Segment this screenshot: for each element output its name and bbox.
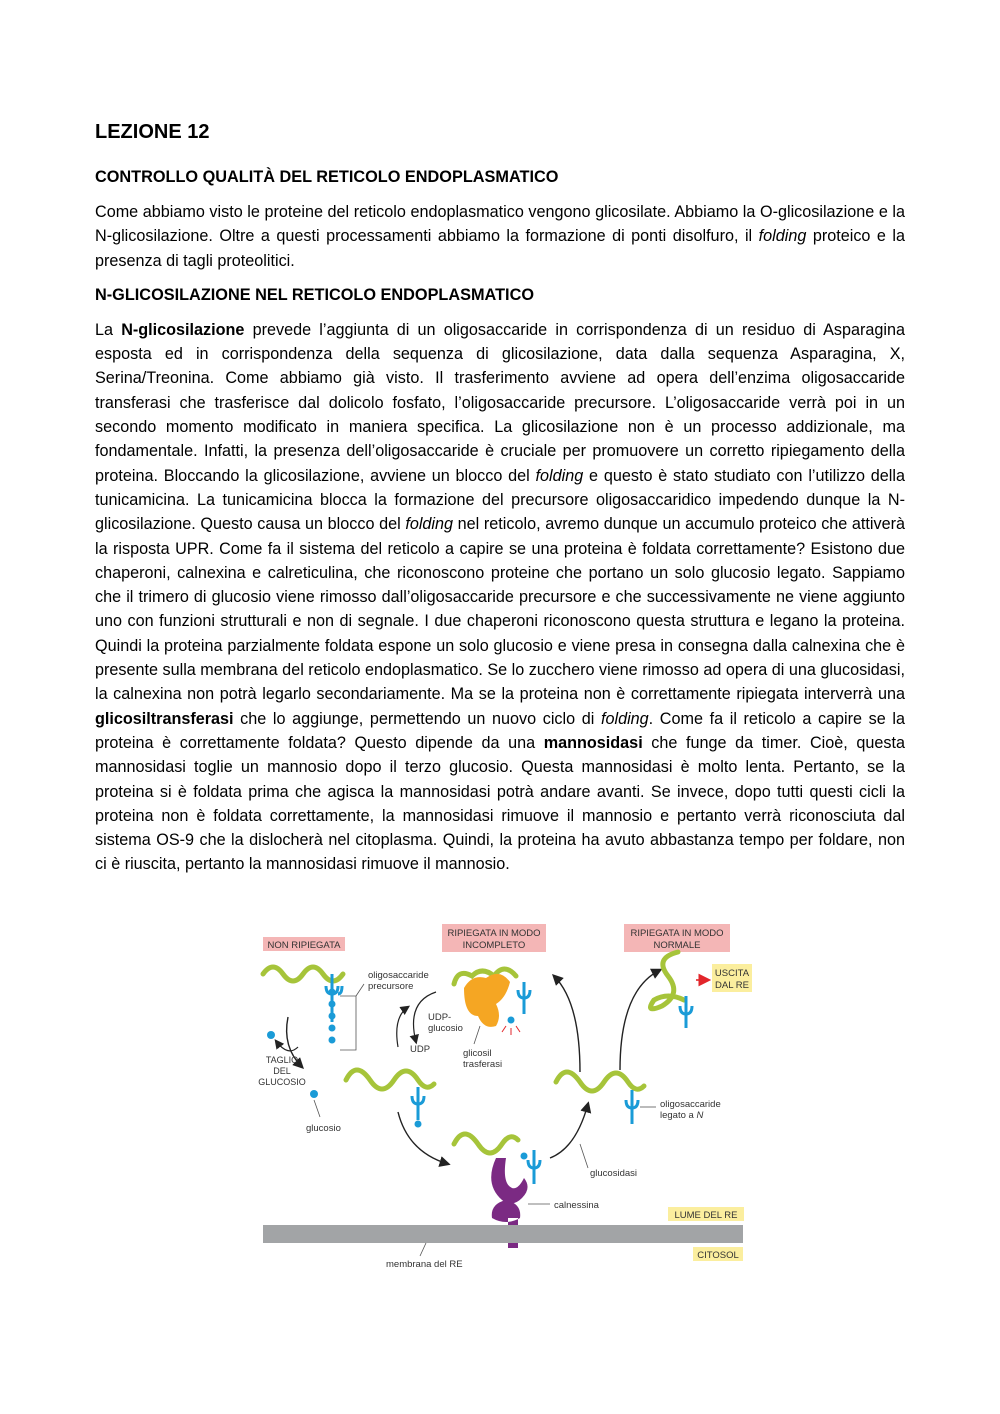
label-incompleto-line2: INCOMPLETO: [462, 940, 526, 951]
italic-term: folding: [535, 466, 584, 485]
bold-term: glicosiltransferasi: [95, 709, 234, 728]
label-glucosidasi: glucosidasi: [590, 1168, 637, 1179]
italic-term: folding: [600, 709, 649, 728]
label-normale-line1: RIPIEGATA IN MODO: [630, 928, 724, 939]
label-udp-glucosio-1: UDP-: [428, 1012, 452, 1023]
bound-glucose: [521, 1153, 528, 1160]
text-run: prevede l’aggiunta di un oligosaccaride in corrispondenza di un residuo di Asparagina esposta ed in corrispondenza della sequenza di glicosilazione, data dalla sequenza Asparagina, X, Serina/Treonina. Come abbiamo già visto. Il trasferimento avviene ad opera dell’enzima oligosaccaride transferasi che trasferisce dal dolicolo fosfato, l’oligosaccaride precursore. L’oligosaccaride verrà poi in un secondo momento modificato in maniera specifica. La glicosilazione non è un processo addizionale, ma fondamentale. Infatti, la presenza dell’oligosaccaride è cruciale per promuovere un corretto ripiegamento della proteina. Bloccando la glicosilazione, avviene un blocco del: [95, 320, 905, 485]
oligosaccharide: [528, 1150, 540, 1184]
removed-glucose: [267, 1031, 275, 1039]
label-oligo-precursor-2: precursore: [368, 981, 414, 992]
bold-term: N-glicosilazione: [121, 320, 245, 339]
normally-folded-protein: [650, 952, 684, 1009]
oligosaccharide: [412, 1087, 424, 1120]
lesson-title: LEZIONE 12: [95, 121, 210, 143]
text-run: che funge da timer. Cioè, questa mannosidasi toglie un mannosio dopo il terzo glucosio. Questa mannosidasi è molto lenta. Pertanto, se la proteina si è foldata prima che agisca la mannosidasi potrà andare avanti. Se invece, dopo tutti questi cicli la proteina non è foldata correttamente, la mannosidasi rimuove il mannosio e pertanto verrà riconosciuta dal sistema OS-9 che la dislocherà nel citoplasma. Quindi, la proteina ha avuto abbastanza tempo per foldare, non ci è riuscita, pertanto la mannosidasi rimuove il mannosio.: [95, 733, 905, 874]
arrow-to-calnexin: [398, 1112, 448, 1164]
text-run: e questo è stato studiato con l’utilizzo della tunicamicina. La tunicamicina blocca la formazione del precursore oligosaccaridico impedendo dunque la N-glicosilazione. Questo causa un blocco del: [95, 466, 905, 534]
bracket: [340, 996, 356, 1050]
label-taglio-3: GLUCOSIO: [258, 1077, 306, 1087]
label-oligo-legato-2: [660, 1110, 703, 1121]
label-oligo-legato-1: oligosaccaride: [660, 1099, 721, 1110]
label-membrana: membrana del RE: [386, 1259, 463, 1270]
label-glicosil-1: glicosil: [463, 1048, 492, 1059]
label-citosol: CITOSOL: [697, 1250, 739, 1261]
document-page: [95, 118, 905, 890]
calnexin-bound-protein: [454, 1134, 518, 1153]
single-glucose: [415, 1121, 422, 1128]
text-run: Come abbiamo visto le proteine del reticolo endoplasmatico vengono glicosilate. Abbiamo la O-glicosilazione e la N-glicosilazione. Oltre a questi processamenti abbiamo la formazione di ponti disolfuro, il: [95, 203, 905, 246]
transfer-glucose: [508, 1017, 515, 1024]
arrow-to-normal: [620, 970, 660, 1070]
label-udp-glucosio-2: glucosio: [428, 1023, 463, 1034]
pointer-line: [420, 1243, 426, 1256]
released-protein: [556, 1072, 644, 1091]
transfer-spark: [502, 1026, 520, 1035]
pointer-line: [474, 1026, 480, 1044]
label-incompleto-line1: RIPIEGATA IN MODO: [447, 928, 541, 939]
italic-term: folding: [405, 515, 454, 534]
arrow-udp: [397, 1007, 408, 1047]
label-calnessina: calnessina: [554, 1200, 599, 1211]
label-oligo-legato-text: legato a: [660, 1110, 697, 1121]
italic-term: folding: [758, 227, 807, 246]
label-uscita-1: USCITA: [714, 968, 750, 979]
pointer-line: [356, 984, 364, 996]
label-oligo-legato-n: N: [696, 1110, 704, 1121]
free-glucose: [310, 1090, 318, 1098]
text-run: . Come fa il reticolo a capire se la proteina è correttamente foldata? Questo dipende da una: [95, 709, 905, 752]
label-non-ripiegata: NON RIPIEGATA: [267, 940, 341, 951]
label-uscita-2: DAL RE: [715, 980, 749, 991]
section-heading-n-glycosylation: N-GLICOSILAZIONE NEL RETICOLO ENDOPLASMATICO: [95, 285, 534, 304]
label-oligo-precursor-1: oligosaccaride: [368, 970, 429, 981]
oligosaccharide: [626, 1090, 638, 1124]
label-glucosio: glucosio: [306, 1123, 341, 1134]
section-heading-quality-control: CONTROLLO QUALITÀ DEL RETICOLO ENDOPLASMATICO: [95, 168, 559, 186]
intro-paragraph: [95, 200, 905, 273]
glycosyltransferase-enzyme: [464, 974, 510, 1027]
pointer-line: [580, 1144, 588, 1168]
arrow-to-glucose-release: [276, 1041, 298, 1051]
label-udp: UDP: [410, 1044, 431, 1055]
label-glicosil-2: trasferasi: [463, 1059, 503, 1070]
text-run: La: [95, 320, 122, 339]
text-run: nel reticolo, avremo dunque un accumulo proteico che attiverà la risposta UPR. Come fa il sistema del reticolo a capire se una proteina è foldata correttamente? Esistono due chaperoni, calnexina e calreticulina, che riconoscono proteine che portano un solo glucosio legato. Sappiamo che il trimero di glucosio viene rimosso dall’oligosaccaride precursore e che successivamente ne viene aggiunto uno con funzioni strutturali e non di segnale. I due chaperoni riconoscono questa struttura e legano la proteina. Quindi la proteina parzialmente foldata espone un solo glucosio e viene presa in consegna dalla calnexina che è presente sulla membrana del reticolo endoplasmatico. Se lo zucchero viene rimosso ad opera di una glucosidasi, la calnexina non potrà legarlo secondariamente. Ma se la proteina non è correttamente ripiegata interverrà una: [95, 515, 906, 704]
text-run: proteico e la presenza di tagli proteolitici.: [95, 227, 906, 270]
label-lume: LUME DEL RE: [674, 1210, 738, 1221]
calnexin-cycle-figure: [258, 922, 758, 1272]
body-paragraph: [95, 318, 905, 877]
er-membrane: [263, 1225, 743, 1243]
oligosaccharide: [518, 982, 530, 1014]
pointer-line: [314, 1100, 320, 1117]
label-taglio-2: DEL: [273, 1066, 291, 1076]
text-run: che lo aggiunge, permettendo un nuovo ciclo di: [233, 709, 601, 728]
arrow-cycle-up: [554, 976, 580, 1072]
bold-term: mannosidasi: [543, 733, 643, 752]
partially-processed-protein: [346, 1070, 434, 1089]
label-taglio-1: TAGLIO: [265, 1055, 299, 1065]
label-normale-line2: NORMALE: [653, 940, 701, 951]
